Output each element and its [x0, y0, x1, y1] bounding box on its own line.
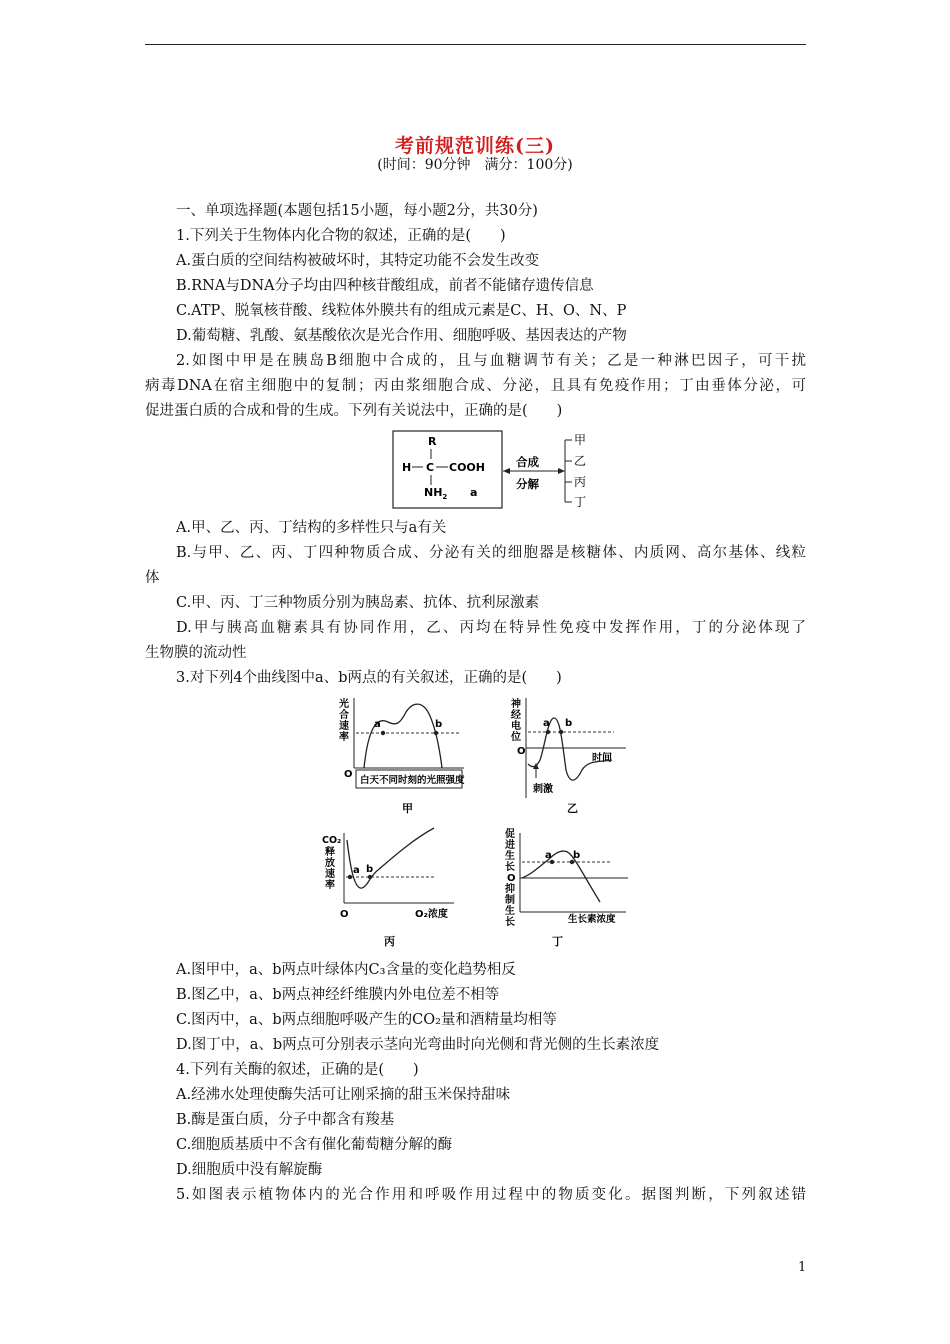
bing-ylabel-2: 放 [325, 858, 335, 869]
graph-yi [510, 697, 626, 815]
ding-origin: O [507, 873, 516, 884]
arrow-right-head [558, 468, 565, 474]
amino-group-label: $NH_2$ [424, 486, 448, 501]
q1-stem: 1.下列关于生物体内化合物的叙述，正确的是( ) [176, 228, 506, 244]
ding-curve [522, 851, 600, 902]
jia-ylabel-2: 合 [339, 710, 349, 721]
bing-curve [347, 828, 434, 888]
ding-ylabel-top-1: 促 [505, 829, 515, 840]
ding-ylabel-top-4: 长 [505, 862, 515, 873]
synthesis-label: 合成 [516, 455, 539, 469]
q1-option-a: A.蛋白质的空间结构被破坏时，其特定功能不会发生改变 [176, 253, 540, 269]
bing-caption: 丙 [384, 935, 395, 948]
section-heading: 一、单项选择题(本题包括15小题，每小题2分，共30分) [176, 203, 538, 219]
bing-origin: O [340, 909, 349, 920]
jia-ylabel-1: 光 [339, 699, 349, 710]
q4-option-b: B.酶是蛋白质，分子中都含有羧基 [176, 1112, 395, 1128]
q2-option-a: A.甲、乙、丙、丁结构的多样性只与a有关 [176, 520, 447, 536]
q4-option-a: A.经沸水处理使酶失活可让刚采摘的甜玉米保持甜味 [176, 1087, 511, 1103]
q2-stem-line2: 病毒DNA在宿主细胞中的复制；丙由浆细胞合成、分泌，且具有免疫作用；丁由垂体分泌，可 [145, 378, 806, 394]
ding-ylabel-bottom-3: 生 [505, 906, 515, 917]
q4-option-d: D.细胞质中没有解旋酶 [176, 1162, 323, 1178]
jia-point-b [434, 731, 438, 735]
c-atom-label: C [426, 461, 435, 474]
bing-ylabel-4: 率 [325, 880, 335, 891]
q3-option-a: A.图甲中，a、b两点叶绿体内C₃含量的变化趋势相反 [176, 962, 516, 978]
ding-ylabel-top-3: 生 [505, 851, 515, 862]
jia-label-b: b [435, 719, 443, 730]
q2-option-b-line2: 体 [145, 570, 160, 586]
q4-stem: 4.下列有关酶的叙述，正确的是( ) [176, 1062, 419, 1078]
header-rule [145, 44, 806, 45]
yi-ylabel-1: 神 [511, 699, 521, 710]
decomposition-label: 分解 [516, 477, 539, 491]
bing-label-a: a [353, 865, 360, 876]
q3-option-b: B.图乙中，a、b两点神经纤维膜内外电位差不相等 [176, 987, 500, 1003]
q2-stem-line3: 促进蛋白质的合成和骨的生成。下列有关说法中，正确的是( ) [145, 403, 563, 419]
jia-ylabel-4: 率 [339, 732, 349, 743]
q2-option-d-line1: D.甲与胰高血糖素具有协同作用，乙、丙均在特异性免疫中发挥作用，丁的分泌体现了 [176, 620, 806, 636]
yi-xlabel: 时间 [592, 753, 612, 764]
q1-option-c: C.ATP、脱氧核苷酸、线粒体外膜共有的组成元素是C、H、O、N、P [176, 303, 627, 319]
jia-origin: O [344, 769, 353, 780]
q3-option-d: D.图丁中，a、b两点可分别表示茎向光弯曲时向光侧和背光侧的生长素浓度 [176, 1037, 660, 1053]
jia-curve [364, 704, 442, 768]
yi-point-b [559, 730, 563, 734]
yi-point-a [546, 730, 550, 734]
bing-ylabel-1: 释 [325, 847, 335, 858]
jia-xlabel: 白天不同时刻的光照强度 [360, 775, 465, 786]
jia-caption: 甲 [402, 802, 413, 815]
jia-point-a [381, 731, 385, 735]
q2-stem-line1: 2.如图中甲是在胰岛B细胞中合成的，且与血糖调节有关；乙是一种淋巴因子，可干扰 [176, 353, 806, 369]
jia-ylabel-3: 速 [339, 721, 349, 732]
ding-ylabel-bottom-2: 制 [505, 895, 515, 906]
product-yi: 乙 [574, 454, 587, 468]
page-title: 考前规范训练(三) [395, 135, 555, 157]
a-label: a [470, 486, 478, 499]
ding-xlabel: 生长素浓度 [568, 914, 616, 925]
curve-graphs-figure [300, 690, 645, 955]
q1-option-b: B.RNA与DNA分子均由四种核苷酸组成，前者不能储存遗传信息 [176, 278, 594, 294]
h-atom-label: H [402, 461, 412, 474]
ding-ylabel-bottom-1: 抑 [505, 884, 515, 895]
yi-ylabel-4: 位 [511, 732, 521, 743]
jia-label-a: a [374, 719, 381, 730]
bing-ylabel-top: CO₂ [322, 835, 342, 846]
carboxyl-label: COOH [449, 461, 485, 474]
ding-label-a: a [545, 850, 552, 861]
q3-stem: 3.对下列4个曲线图中a、b两点的有关叙述，正确的是( ) [176, 670, 562, 686]
bing-xlabel: O₂浓度 [415, 909, 448, 920]
ding-caption: 丁 [552, 935, 563, 948]
yi-ylabel-3: 电 [511, 721, 521, 732]
yi-stimulus-label: 刺激 [533, 784, 553, 795]
bing-ylabel-3: 速 [325, 869, 335, 880]
yi-ylabel-2: 经 [511, 710, 521, 721]
product-ding: 丁 [574, 495, 587, 509]
q2-option-b-line1: B.与甲、乙、丙、丁四种物质合成、分泌有关的细胞器是核糖体、内质网、高尔基体、线粒 [176, 545, 806, 561]
q1-option-d: D.葡萄糖、乳酸、氨基酸依次是光合作用、细胞呼吸、基因表达的产物 [176, 328, 627, 344]
q2-option-d-line2: 生物膜的流动性 [145, 645, 247, 661]
product-bing: 丙 [574, 475, 587, 489]
page-number: 1 [798, 1260, 807, 1275]
page-subtitle: (时间：90分钟 满分：100分) [377, 157, 573, 173]
bing-point-b [368, 875, 372, 879]
q4-option-c: C.细胞质基质中不含有催化葡萄糖分解的酶 [176, 1137, 453, 1153]
q5-stem: 5.如图表示植物体内的光合作用和呼吸作用过程中的物质变化。据图判断，下列叙述错 [176, 1187, 806, 1203]
yi-label-b: b [565, 718, 573, 729]
ding-label-b: b [573, 850, 581, 861]
graph-jia [339, 697, 465, 815]
ding-ylabel-top-2: 进 [505, 840, 515, 851]
yi-origin: O [517, 746, 526, 757]
yi-label-a: a [543, 718, 550, 729]
product-jia: 甲 [574, 433, 587, 447]
q2-option-c: C.甲、丙、丁三种物质分别为胰岛素、抗体、抗利尿激素 [176, 595, 540, 611]
ding-ylabel-bottom-4: 长 [505, 917, 515, 928]
graph-bing [322, 828, 454, 948]
amino-acid-figure [390, 428, 600, 512]
bing-label-b: b [366, 864, 374, 875]
q3-option-c: C.图丙中，a、b两点细胞呼吸产生的CO₂量和酒精量均相等 [176, 1012, 557, 1028]
arrow-left-head [503, 468, 510, 474]
r-group-label: R [428, 435, 437, 448]
graph-ding [504, 827, 628, 948]
bing-point-a [348, 875, 352, 879]
yi-caption: 乙 [567, 802, 578, 815]
